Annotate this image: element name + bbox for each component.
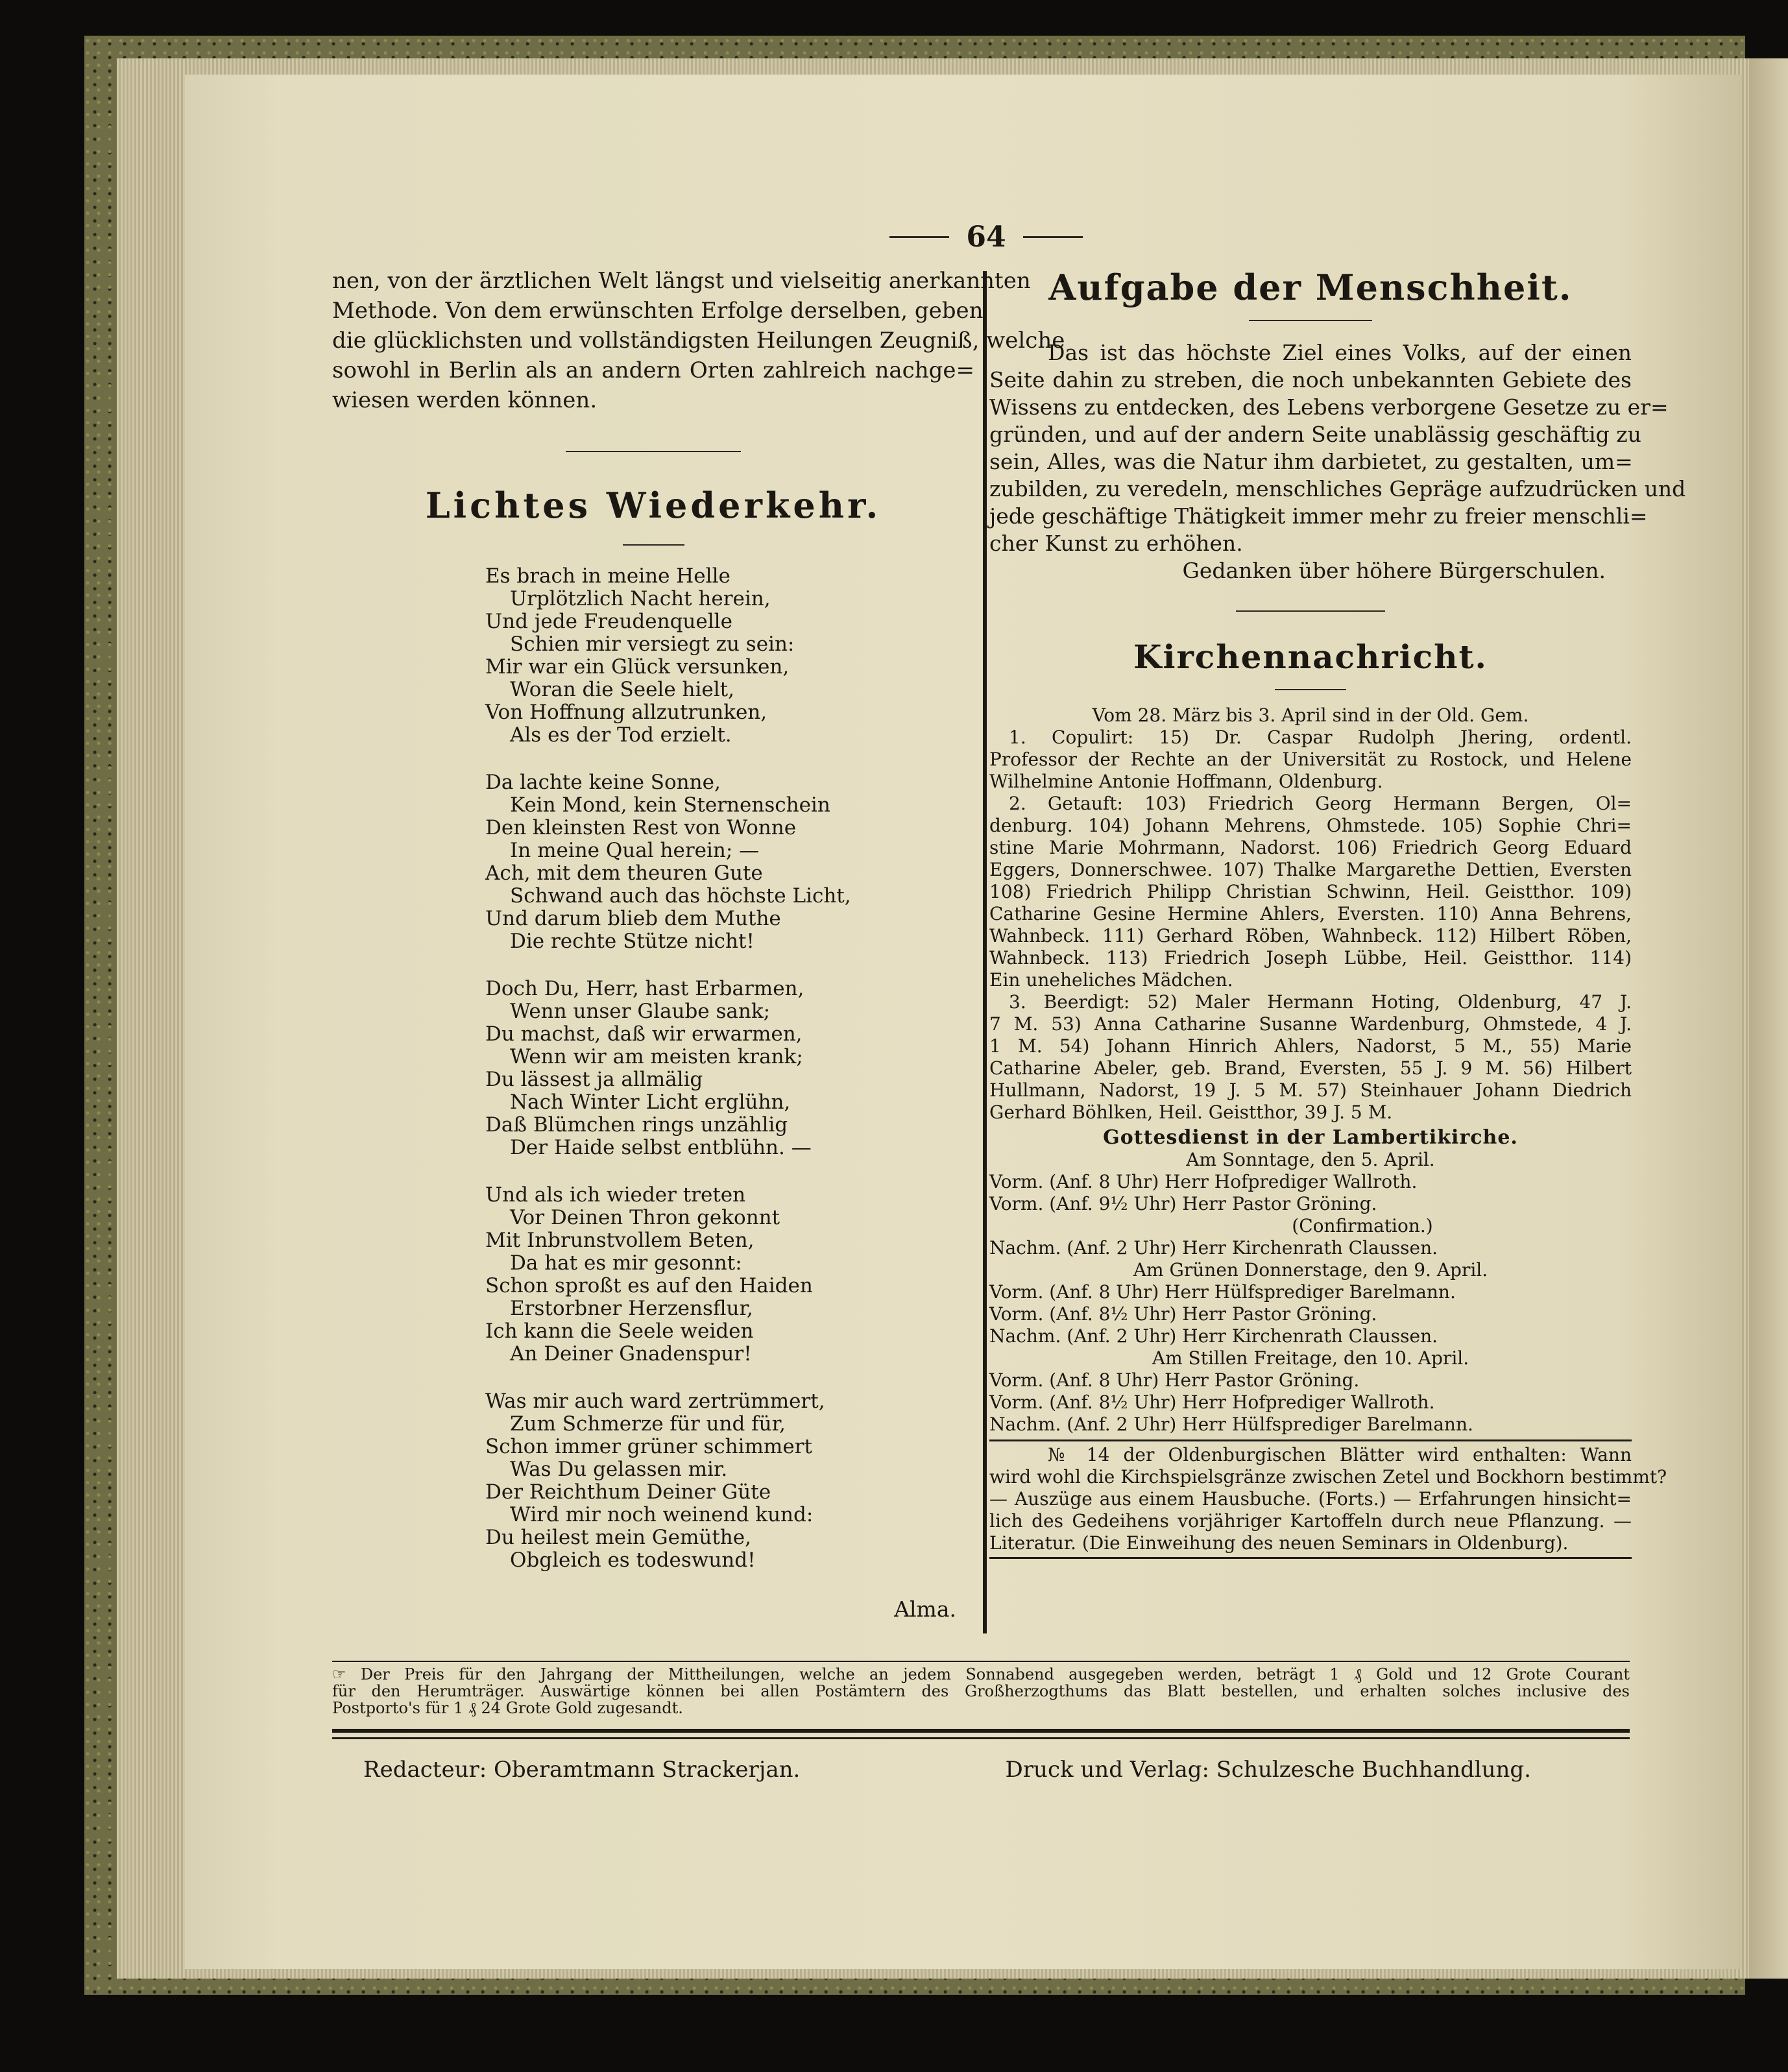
poem-line: Doch Du, Herr, hast Erbarmen, bbox=[485, 977, 804, 1000]
poem-stanza bbox=[485, 978, 974, 1159]
poem-stanza bbox=[485, 771, 974, 953]
poem-line: Obgleich es todeswund! bbox=[510, 1548, 756, 1572]
text-line: Das ist das höchste Ziel eines Volks, auf der einen bbox=[1048, 340, 1632, 365]
church-news-line: denburg. 104) Johann Mehrens, Ohmstede. 105) Sophie Chri= bbox=[989, 815, 1632, 836]
notice-line: ☞ Der Preis für den Jahrgang der Mittheilungen, welche an jedem Sonnabend ausgegeben werden, beträgt 1 ₰ Gold und 12 Grote Courant bbox=[332, 1665, 1630, 1683]
text-line: wiesen werden können. bbox=[332, 387, 598, 413]
church-news-line: 108) Friedrich Philipp Christian Schwinn, Heil. Geistthor. 109) bbox=[989, 881, 1632, 902]
church-news-line: Eggers, Donnerschwee. 107) Thalke Margarethe Dettien, Eversten bbox=[989, 859, 1632, 880]
header-dash-right bbox=[1023, 236, 1083, 238]
poem-line: Und als ich wieder treten bbox=[485, 1183, 746, 1207]
title-rule bbox=[623, 544, 684, 546]
poem-line: Den kleinsten Rest von Wonne bbox=[485, 816, 797, 839]
poem-line: Schon immer grüner schimmert bbox=[485, 1435, 812, 1458]
editor-credit: Redacteur: Oberamtmann Strackerjan. bbox=[363, 1757, 801, 1783]
poem-line: Und jede Freudenquelle bbox=[485, 610, 732, 633]
poem-line: Da lachte keine Sonne, bbox=[485, 771, 721, 794]
service-row: Nachm. (Anf. 2 Uhr) Herr Kirchenrath Claussen. bbox=[989, 1237, 1438, 1259]
essay-source: Gedanken über höhere Bürgerschulen. bbox=[1182, 558, 1606, 583]
essay-paragraph bbox=[989, 339, 1686, 584]
text-line: gründen, und auf der andern Seite unablässig geschäftig zu bbox=[989, 422, 1641, 447]
publisher-credit: Druck und Verlag: Schulzesche Buchhandlung. bbox=[1005, 1757, 1531, 1783]
page-header bbox=[869, 217, 1103, 256]
church-news bbox=[989, 705, 1632, 1124]
poem-line: Vor Deinen Thron gekonnt bbox=[510, 1206, 780, 1229]
poem-line: Urplötzlich Nacht herein, bbox=[510, 587, 771, 610]
poem-line: Woran die Seele hielt, bbox=[510, 678, 734, 701]
poem-line: Als es der Tod erzielt. bbox=[510, 723, 732, 747]
poem-line: Was mir auch ward zertrümmert, bbox=[485, 1390, 825, 1413]
notice-line: für den Herumträger. Auswärtige können bei allen Postämtern des Großherzogthums das Blatt bestellen, und erhalten solches inclusive des bbox=[332, 1682, 1630, 1700]
text-line: Seite dahin zu streben, die noch unbekannten Gebiete des bbox=[989, 367, 1632, 392]
poem-line: Es brach in meine Helle bbox=[485, 564, 731, 588]
essay-title: Aufgabe der Menschheit. bbox=[1048, 267, 1573, 308]
text-line: sein, Alles, was die Natur ihm darbietet, zu gestalten, um= bbox=[989, 449, 1633, 474]
poem-line: An Deiner Gnadenspur! bbox=[510, 1342, 752, 1366]
title-rule bbox=[1249, 320, 1372, 321]
service-row: Vorm. (Anf. 9½ Uhr) Herr Pastor Gröning. bbox=[989, 1193, 1377, 1214]
text-line: jede geschäftige Thätigkeit immer mehr zu freier menschli= bbox=[989, 503, 1648, 529]
church-news-line: 1 M. 54) Johann Hinrich Ahlers, Nadorst, 5 M., 55) Marie bbox=[989, 1035, 1632, 1057]
poem-line: Da hat es mir gesonnt: bbox=[510, 1251, 742, 1275]
footer-rule bbox=[332, 1729, 1630, 1739]
notice-line: wird wohl die Kirchspielsgränze zwischen Zetel und Bockhorn bestimmt? bbox=[989, 1466, 1667, 1488]
notice-line: № 14 der Oldenburgischen Blätter wird enthalten: Wann bbox=[1048, 1444, 1632, 1465]
page-number: 64 bbox=[966, 220, 1006, 254]
intro-paragraph bbox=[332, 266, 1065, 415]
notice-line: lich des Gedeihens vorjähriger Kartoffeln durch neue Pflanzung. — bbox=[989, 1510, 1632, 1532]
church-news-line: 2. Getauft: 103) Friedrich Georg Hermann Bergen, Ol= bbox=[1009, 793, 1632, 814]
poem-line: Daß Blümchen rings unzählig bbox=[485, 1113, 788, 1137]
section-rule bbox=[1236, 610, 1385, 612]
text-line: Methode. Von dem erwünschten Erfolge derselben, geben bbox=[332, 298, 984, 324]
church-news-line: 3. Beerdigt: 52) Maler Hermann Hoting, Oldenburg, 47 J. bbox=[1009, 991, 1632, 1013]
text-line: zubilden, zu veredeln, menschliches Gepräge aufzudrücken und bbox=[989, 476, 1686, 501]
service-row: Vorm. (Anf. 8 Uhr) Herr Hülfsprediger Barelmann. bbox=[989, 1281, 1456, 1303]
poem-line: Was Du gelassen mir. bbox=[510, 1458, 728, 1481]
poem-line: Du machst, daß wir erwarmen, bbox=[485, 1022, 803, 1046]
poem-line: Der Reichthum Deiner Güte bbox=[485, 1480, 771, 1504]
poem bbox=[485, 565, 974, 1572]
service-row: Vorm. (Anf. 8 Uhr) Herr Hofprediger Wallroth. bbox=[989, 1171, 1418, 1192]
poem-line: In meine Qual herein; — bbox=[510, 839, 760, 862]
poem-line: Schon sproßt es auf den Haiden bbox=[485, 1274, 813, 1297]
church-news-line: Wahnbeck. 111) Gerhard Röben, Wahnbeck. 112) Hilbert Röben, bbox=[989, 925, 1632, 946]
poem-stanza bbox=[485, 1390, 974, 1572]
text-line: Wissens zu entdecken, des Lebens verborgene Gesetze zu er= bbox=[989, 394, 1669, 420]
poem-line: Ach, mit dem theuren Gute bbox=[485, 861, 763, 885]
price-notice bbox=[332, 1661, 1630, 1723]
poem-line: Von Hoffnung allzutrunken, bbox=[485, 701, 767, 724]
text-line: sowohl in Berlin als an andern Orten zahlreich nachge= bbox=[332, 357, 974, 383]
church-news-line: Professor der Rechte an der Universität zu Rostock, und Helene bbox=[989, 749, 1632, 770]
imprint bbox=[363, 1757, 1531, 1783]
poem-line: Schwand auch das höchste Licht, bbox=[510, 884, 851, 908]
poem-line: Wenn unser Glaube sank; bbox=[510, 1000, 771, 1023]
poem-line: Erstorbner Herzensflur, bbox=[510, 1297, 753, 1320]
section-rule bbox=[566, 451, 741, 452]
poem-line: Du heilest mein Gemüthe, bbox=[485, 1526, 751, 1549]
church-news-line: Wahnbeck. 113) Friedrich Joseph Lübbe, Heil. Geistthor. 114) bbox=[989, 947, 1632, 969]
next-page-edge bbox=[1749, 58, 1788, 1979]
service-day: Am Stillen Freitage, den 10. April. bbox=[1152, 1347, 1469, 1369]
text-line: nen, von der ärztlichen Welt längst und vielseitig anerkannten bbox=[332, 268, 1031, 294]
service-row: Vorm. (Anf. 8½ Uhr) Herr Pastor Gröning. bbox=[989, 1303, 1377, 1325]
title-rule bbox=[1275, 689, 1346, 690]
poem-line: Wenn wir am meisten krank; bbox=[510, 1045, 803, 1068]
church-news-line: 1. Copulirt: 15) Dr. Caspar Rudolph Jhering, ordentl. bbox=[1009, 727, 1632, 748]
service-schedule bbox=[989, 1149, 1632, 1436]
poem-line: Nach Winter Licht erglühn, bbox=[510, 1090, 791, 1114]
poem-line: Ich kann die Seele weiden bbox=[485, 1319, 754, 1343]
poem-line: Die rechte Stütze nicht! bbox=[510, 930, 755, 953]
service-row: Vorm. (Anf. 8½ Uhr) Herr Hofprediger Wallroth. bbox=[989, 1391, 1435, 1413]
service-row: Vorm. (Anf. 8 Uhr) Herr Pastor Gröning. bbox=[989, 1369, 1360, 1391]
service-row: Nachm. (Anf. 2 Uhr) Herr Hülfsprediger Barelmann. bbox=[989, 1414, 1473, 1435]
notice-line: Literatur. (Die Einweihung des neuen Seminars in Oldenburg). bbox=[989, 1532, 1569, 1554]
church-news-line: Gerhard Böhlken, Heil. Geistthor, 39 J. 5 M. bbox=[989, 1102, 1393, 1123]
text-line: cher Kunst zu erhöhen. bbox=[989, 531, 1243, 556]
right-column bbox=[989, 263, 1686, 1559]
poem-stanza bbox=[485, 565, 974, 747]
notice-line: Postporto's für 1 ₰ 24 Grote Gold zugesandt. bbox=[332, 1699, 683, 1717]
poem-line: Schien mir versiegt zu sein: bbox=[510, 632, 795, 656]
column-divider bbox=[983, 271, 987, 1633]
poem-stanza bbox=[485, 1184, 974, 1366]
poem-title: Lichtes Wiederkehr. bbox=[425, 485, 882, 526]
service-row: Nachm. (Anf. 2 Uhr) Herr Kirchenrath Claussen. bbox=[989, 1325, 1438, 1347]
header-dash-left bbox=[889, 236, 949, 238]
church-news-line: Vom 28. März bis 3. April sind in der Old. Gem. bbox=[1092, 705, 1529, 726]
left-column bbox=[332, 266, 1065, 1622]
services-title: Gottesdienst in der Lambertikirche. bbox=[1103, 1126, 1518, 1149]
poem-line: Und darum blieb dem Muthe bbox=[485, 907, 781, 930]
service-day: Am Sonntage, den 5. April. bbox=[1186, 1149, 1435, 1170]
service-note: (Confirmation.) bbox=[1292, 1215, 1433, 1236]
poem-line: Der Haide selbst entblühn. — bbox=[510, 1136, 812, 1159]
church-news-line: Catharine Abeler, geb. Brand, Eversten, 55 J. 9 M. 56) Hilbert bbox=[989, 1057, 1632, 1079]
poem-line: Mir war ein Glück versunken, bbox=[485, 655, 790, 679]
text-line: die glücklichsten und vollständigsten Heilungen Zeugniß, welche bbox=[332, 328, 1065, 354]
poem-line: Zum Schmerze für und für, bbox=[510, 1412, 786, 1436]
church-news-line: Catharine Gesine Hermine Ahlers, Eversten. 110) Anna Behrens, bbox=[989, 903, 1632, 924]
poem-line: Kein Mond, kein Sternenschein bbox=[510, 793, 830, 817]
church-news-line: 7 M. 53) Anna Catharine Susanne Wardenburg, Ohmstede, 4 J. bbox=[989, 1013, 1632, 1035]
poem-author: Alma. bbox=[894, 1596, 956, 1622]
church-title: Kirchennachricht. bbox=[1133, 638, 1488, 676]
poem-line: Wird mir noch weinend kund: bbox=[510, 1503, 814, 1526]
church-news-line: Ein uneheliches Mädchen. bbox=[989, 969, 1233, 991]
church-news-line: Hullmann, Nadorst, 19 J. 5 M. 57) Steinhauer Johann Diedrich bbox=[989, 1079, 1632, 1101]
church-news-line: stine Marie Mohrmann, Nadorst. 106) Friedrich Georg Eduard bbox=[989, 837, 1632, 858]
notice-line: — Auszüge aus einem Hausbuche. (Forts.) — Erfahrungen hinsicht= bbox=[989, 1488, 1632, 1510]
next-issue-notice bbox=[989, 1440, 1667, 1559]
poem-line: Du lässest ja allmälig bbox=[485, 1068, 703, 1091]
poem-line: Mit Inbrunstvollem Beten, bbox=[485, 1229, 755, 1252]
service-day: Am Grünen Donnerstage, den 9. April. bbox=[1133, 1259, 1488, 1281]
church-news-line: Wilhelmine Antonie Hoffmann, Oldenburg. bbox=[989, 771, 1383, 792]
